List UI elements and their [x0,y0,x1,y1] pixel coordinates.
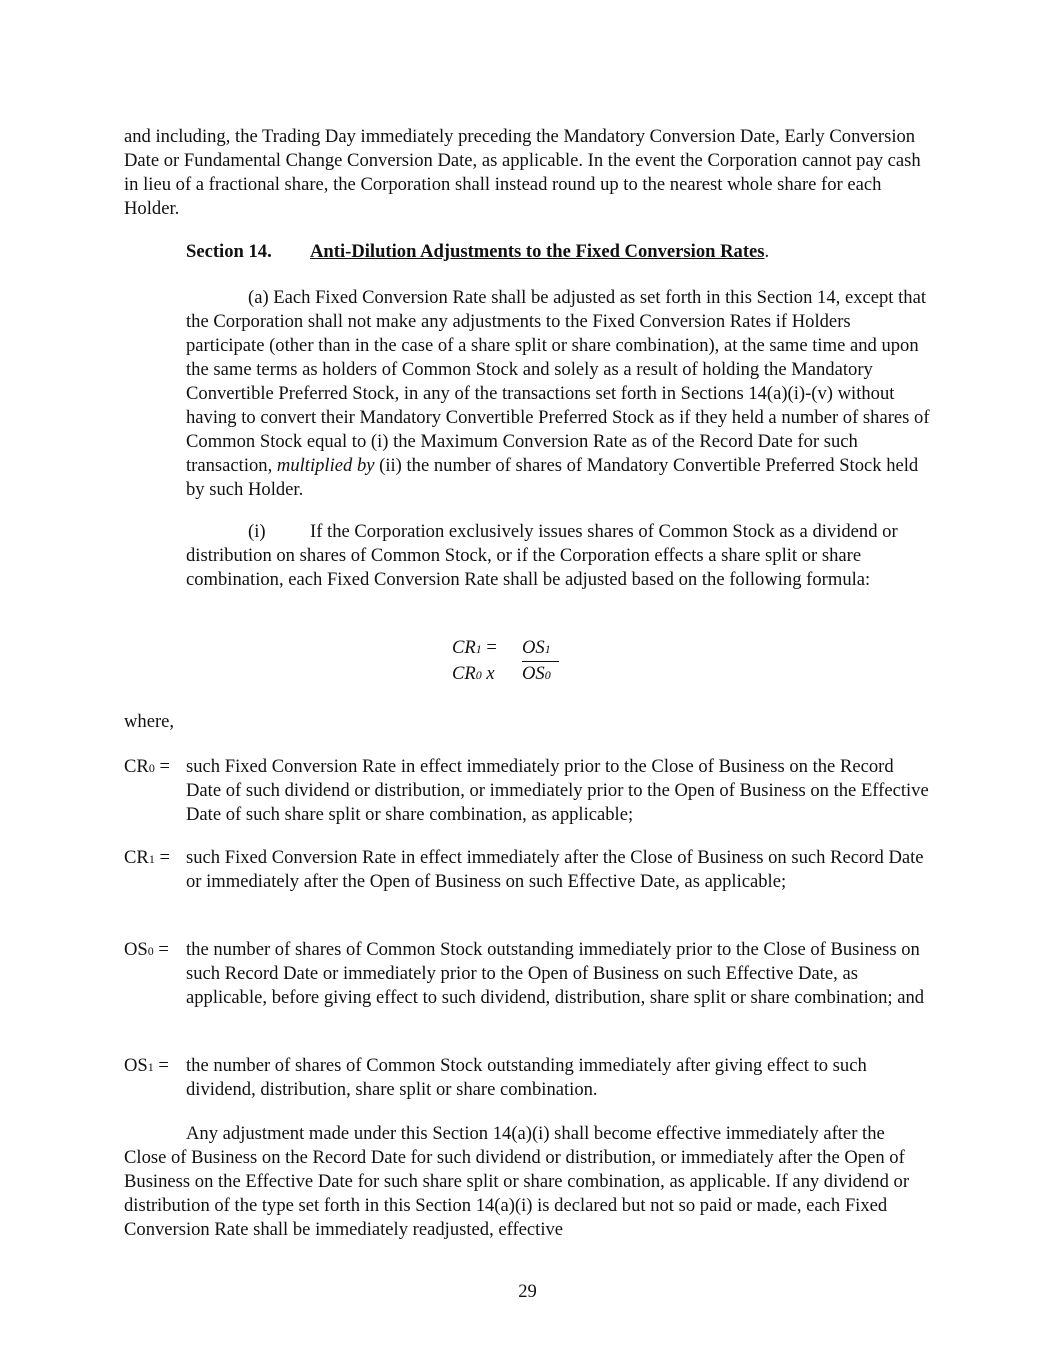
definition-term [124,846,170,871]
definition-term-text: CR [124,847,149,868]
paragraph-a [186,286,930,502]
formula-multiply: x [481,663,495,684]
page-number: 29 [518,1281,537,1302]
formula-cr0: CR [452,663,476,684]
definition-equals: = [154,756,170,777]
formula-cr1-subscript: 1 [475,642,482,656]
section-title-period: . [764,241,770,262]
definition-term [124,1054,169,1079]
paragraph-a-text-1: (a) Each Fixed Conversion Rate shall be adjusted as set forth in this Section 14, except that the Corporation shall not make any adjustments to the Fixed Conversion Rates if Holders participate (other than in the case of a share split or share combination), at the same time and upon the same terms as holders of Common Stock and solely as a result of holding the Mandatory Convertible Preferred Stock, in any of the transactions set forth in Sections 14(a)(i)-(v) without having to convert their Mandatory Convertible Preferred Stock as if they held a number of shares of Common Stock equal to (i) the Maximum Conversion Rate as of the Record Date for such transaction, [186,287,930,476]
definition-equals: = [153,1055,169,1076]
section-number: Section 14. [186,241,272,262]
definition-term-text: OS [124,1055,148,1076]
formula-os1-subscript: 1 [544,642,551,656]
adjustment-paragraph: Any adjustment made under this Section 14(a)(i) shall become effective immediately after the Close of Business on the Record Date for such dividend or distribution, or immediately after the Open of Business on the Effective Date for such share split or share combination, as applicable. If any dividend or distribution of the type set forth in this Section 14(a)(i) is declared but not so paid or made, each Fixed Conversion Rate shall be immediately readjusted, effective [124,1123,910,1240]
definition-os0 [124,938,930,1010]
definition-term-subscript: 0 [148,761,155,775]
definition-equals: = [153,939,169,960]
definition-term-subscript: 1 [147,1060,154,1074]
paragraph-i [186,520,930,592]
definition-term-subscript: 1 [148,852,155,866]
paragraph-i-label: (i) [248,521,266,542]
definition-text: such Fixed Conversion Rate in effect immediately prior to the Close of Business on the Record Date of such dividend or distribution, or immediately prior to the Open of Business on the Effective Date of such share split or share combination, as applicable; [186,756,929,825]
formula-cr1: CR [452,637,476,658]
formula-cr0-subscript: 0 [475,668,482,682]
definition-text: the number of shares of Common Stock outstanding immediately prior to the Close of Business on such Record Date or immediately prior to the Open of Business on such Effective Date, as applicable, before giving effect to such dividend, distribution, share split or share combination; and [186,939,925,1008]
definition-term [124,938,169,963]
where-label: where, [124,711,175,732]
definition-equals: = [154,847,170,868]
definition-term-text: CR [124,756,149,777]
definition-term-subscript: 0 [147,944,154,958]
definition-text: such Fixed Conversion Rate in effect immediately after the Close of Business on such Record Date or immediately after the Open of Business on such Effective Date, as applicable; [186,847,924,892]
section-title: Anti-Dilution Adjustments to the Fixed Conversion Rates [310,241,765,262]
definition-cr0 [124,755,930,827]
definition-cr1 [124,846,930,894]
formula-os0: OS [522,663,545,684]
formula-row-1 [452,636,559,662]
definition-os1 [124,1054,930,1102]
adjustment-formula [452,636,559,687]
definition-text: the number of shares of Common Stock outstanding immediately after giving effect to such dividend, distribution, share split or share combination. [186,1055,867,1100]
section-heading [186,240,769,264]
formula-row-2 [452,662,559,687]
paragraph-a-italic: multiplied by [276,455,375,476]
formula-equals: = [481,637,497,658]
formula-os1: OS [522,637,545,658]
definition-term [124,755,170,780]
definition-term-text: OS [124,939,148,960]
paragraph-a-text-2: (ii) the number of shares of Mandatory Convertible Preferred Stock held by such Holder. [186,455,919,500]
formula-os0-subscript: 0 [544,668,551,682]
continuation-paragraph: and including, the Trading Day immediately preceding the Mandatory Conversion Date, Early Conversion Date or Fundamental Change Conversion Date, as applicable. In the event the Corporation cannot pay cash in lieu of a fractional share, the Corporation shall instead round up to the nearest whole share for each Holder. [124,126,921,219]
paragraph-i-text: If the Corporation exclusively issues shares of Common Stock as a dividend or distribution on shares of Common Stock, or if the Corporation effects a share split or share combination, each Fixed Conversion Rate shall be adjusted based on the following formula: [186,521,898,590]
